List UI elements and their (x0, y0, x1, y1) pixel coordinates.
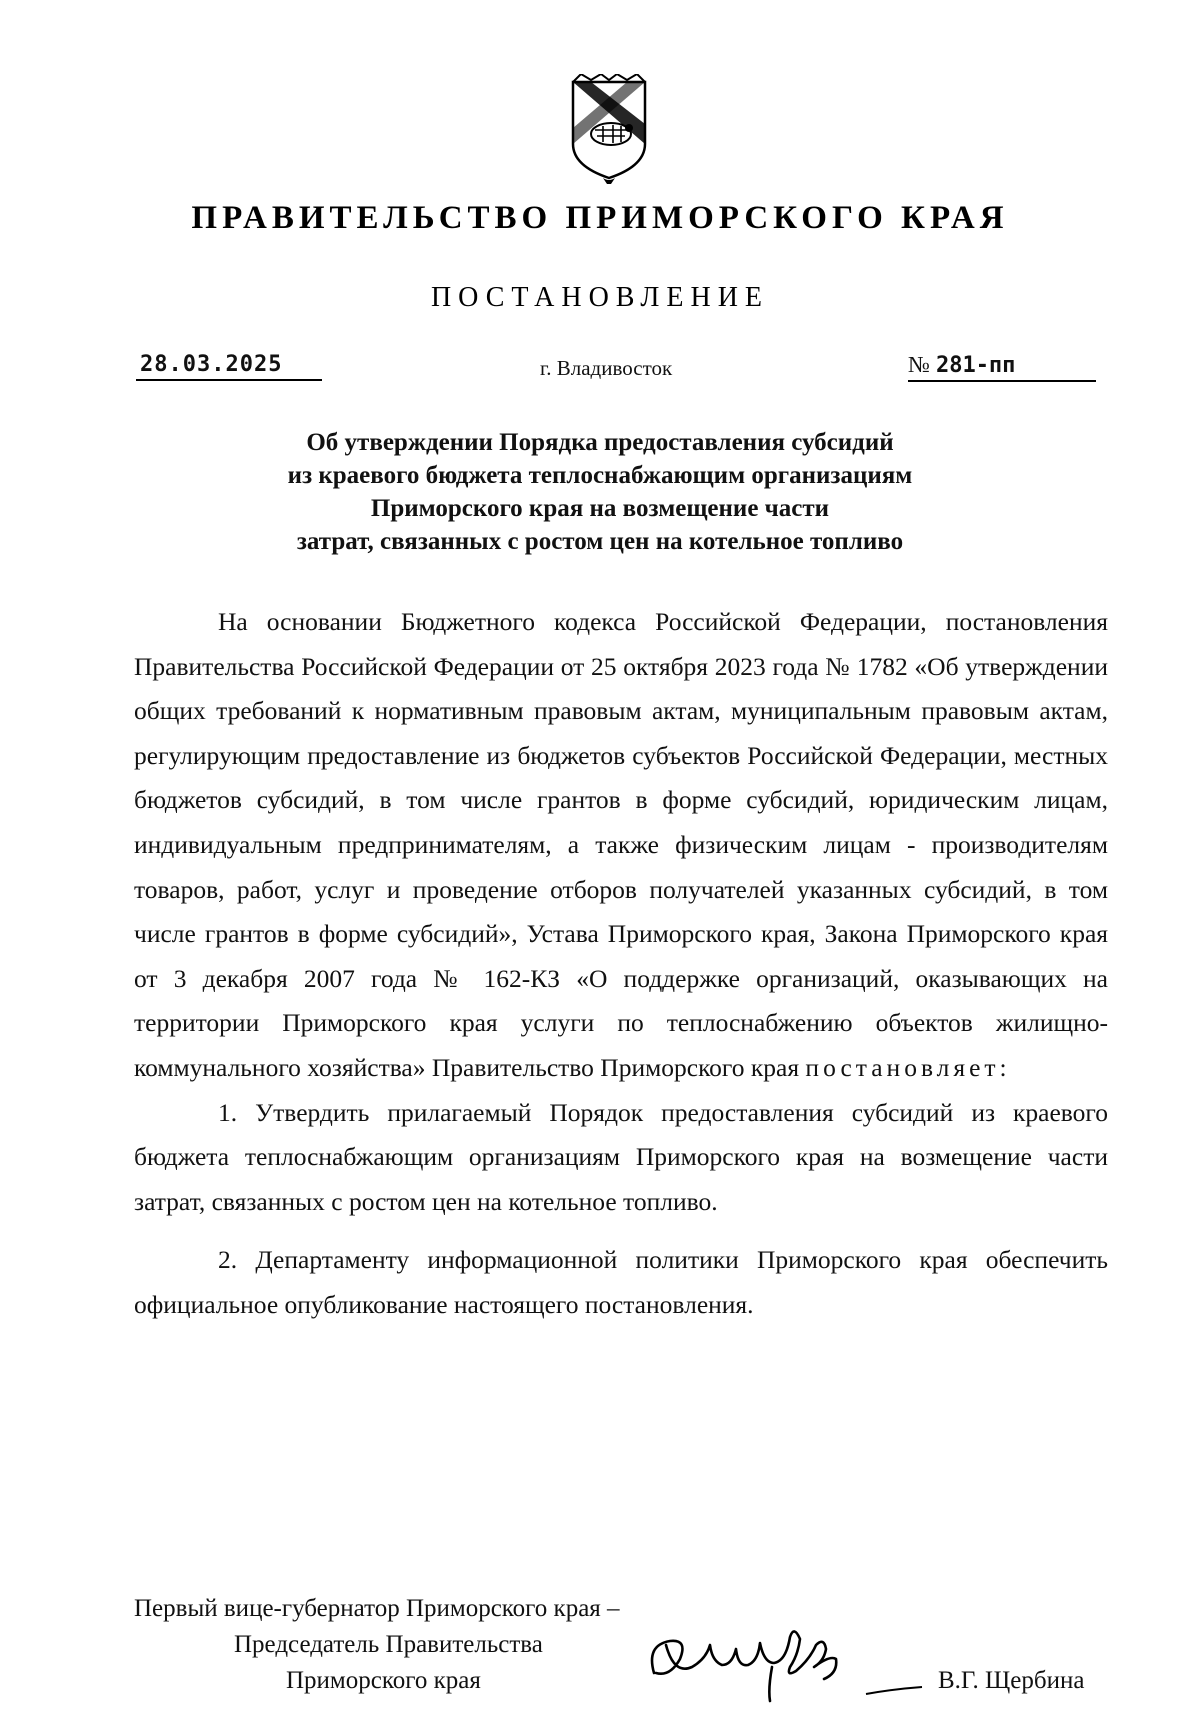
signature-dash (864, 1685, 924, 1697)
document-date: 28.03.2025 (136, 352, 322, 381)
resolves-word: постановляет: (805, 1052, 1011, 1082)
heading-line: Приморского края на возмещение части (370, 495, 830, 522)
resolution-item-2: 2. Департаменту информационной политики Приморского края обеспечить официальное опубликование настоящего постановления. (134, 1245, 1108, 1319)
organization-title: ПРАВИТЕЛЬСТВО ПРИМОРСКОГО КРАЯ (191, 200, 1009, 236)
heading-line: из краевого бюджета теплоснабжающим организациям (287, 462, 913, 489)
handwritten-signature-icon (640, 1615, 860, 1705)
signatory-title-line3: Приморского края (286, 1667, 481, 1694)
preamble-paragraph (134, 600, 1108, 1091)
coat-of-arms-icon (567, 74, 651, 184)
signatory-title-line2: Председатель Правительства (234, 1631, 543, 1658)
document-type: ПОСТАНОВЛЕНИЕ (430, 282, 770, 313)
number-prefix: № (908, 352, 930, 377)
document-number (908, 352, 1096, 382)
heading-line: Об утверждении Порядка предоставления субсидий (306, 429, 894, 456)
number-value: 281-пп (935, 353, 1016, 378)
signature-block (134, 1595, 1114, 1725)
signatory-title-line1: Первый вице-губернатор Приморского края – (134, 1595, 620, 1622)
document-heading (200, 426, 1000, 558)
signatory-name: В.Г. Щербина (938, 1667, 1085, 1694)
preamble-text: На основании Бюджетного кодекса Российской Федерации, постановления Правительства Российской Федерации от 25 октября 2023 года № 1782 «Об утверждении общих требований к нормативным правовым актам, муниципальным правовым актам, регулирующим предоставление из бюджетов субъектов Российской Федерации, местных бюджетов субсидий, в том числе грантов в форме субсидий, юридическим лицам, индивидуальным предпринимателям, а также физическим лицам - производителям товаров, работ, услуг и проведение отборов получателей указанных субсидий, в том числе грантов в форме субсидий», Устава Приморского края, Закона Приморского края от 3 декабря 2007 года № 162-КЗ «О поддержке организаций, оказывающих на территории Приморского края услуги по теплоснабжению объектов жилищно-коммунального хозяйства» Правительство Приморского края (134, 607, 1108, 1082)
document-city: г. Владивосток (540, 356, 673, 380)
resolution-item-1: 1. Утвердить прилагаемый Порядок предоставления субсидий из краевого бюджета теплоснабжающим организациям Приморского края на возмещение части затрат, связанных с ростом цен на котельное топливо. (134, 1097, 1108, 1216)
document-body (134, 600, 1108, 1328)
heading-line: затрат, связанных с ростом цен на котельное топливо (296, 528, 904, 555)
